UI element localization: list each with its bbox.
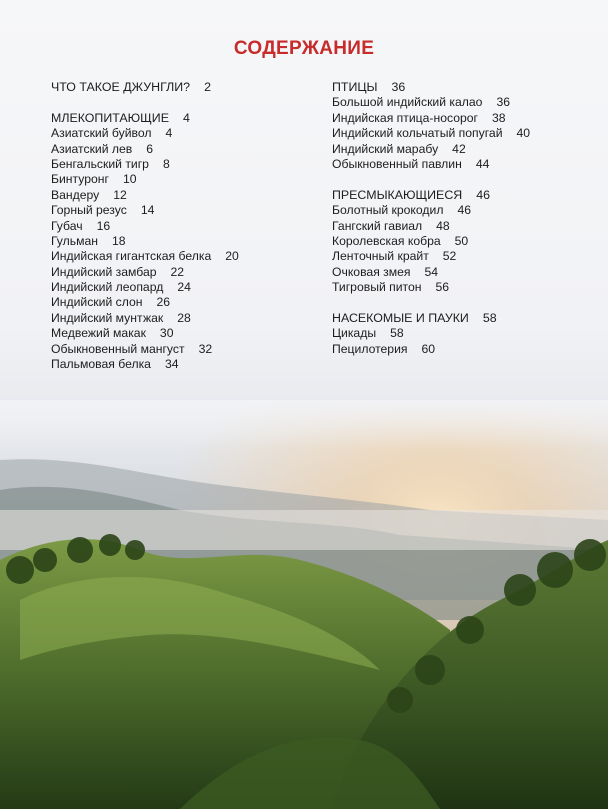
toc-entry-title: ПТИЦЫ — [332, 80, 378, 94]
toc-page-number: 54 — [424, 264, 439, 279]
toc-entry — [51, 142, 239, 157]
toc-entry-title: Индийский кольчатый попугай — [332, 126, 503, 141]
toc-entry-title: Индийский замбар — [51, 264, 157, 279]
toc-page-number: 46 — [457, 203, 471, 218]
toc-page-number: 38 — [492, 110, 506, 125]
toc-entry — [51, 295, 239, 310]
toc-page-number: 4 — [165, 126, 173, 141]
toc-entry-title: Ленточный крайт — [332, 249, 429, 264]
toc-entry-title: Индийский слон — [51, 295, 143, 310]
toc-page-number: 8 — [162, 156, 170, 171]
toc-page-number: 14 — [140, 203, 155, 218]
toc-page-number: 32 — [198, 341, 213, 356]
toc-entry-title: Обыкновенный павлин — [332, 156, 462, 171]
toc-page-number: 36 — [496, 95, 511, 110]
toc-page-number: 12 — [113, 187, 127, 202]
toc-entry — [332, 126, 530, 141]
toc-entry — [332, 342, 530, 357]
toc-section-heading — [51, 111, 239, 126]
contents-right-column — [332, 80, 530, 357]
page-title: СОДЕРЖАНИЕ — [233, 38, 375, 59]
toc-page-number: 16 — [96, 218, 111, 233]
toc-entry-title: ПРЕСМЫКАЮЩИЕСЯ — [332, 187, 463, 202]
toc-entry — [51, 326, 239, 341]
toc-entry — [332, 249, 530, 264]
toc-page-number: 10 — [122, 172, 137, 187]
toc-entry-title: Тигровый питон — [332, 280, 422, 295]
toc-page-number: 50 — [454, 233, 469, 248]
jungle-landscape-illustration — [0, 400, 608, 809]
toc-entry-title: Гульман — [51, 233, 98, 248]
spacer — [332, 295, 530, 310]
toc-entry — [332, 95, 530, 110]
toc-entry-title: Индийский леопард — [51, 280, 164, 295]
toc-page-number: 46 — [476, 187, 491, 202]
toc-entry-title: Пецилотерия — [332, 341, 408, 356]
toc-entry — [51, 188, 239, 203]
toc-page-number: 20 — [225, 249, 239, 264]
toc-entry-title: Гангский гавиал — [332, 218, 423, 233]
toc-entry-title: Бенгальский тигр — [51, 156, 149, 171]
toc-entry-title: Цикады — [332, 326, 377, 341]
toc-page-number: 42 — [452, 141, 466, 156]
toc-entry — [332, 280, 530, 295]
toc-entry-title: ЧТО ТАКОЕ ДЖУНГЛИ? — [51, 80, 191, 94]
toc-section-heading — [332, 188, 530, 203]
toc-entry — [332, 265, 530, 280]
toc-page-number: 4 — [182, 110, 190, 125]
toc-entry — [332, 142, 530, 157]
toc-entry — [51, 280, 239, 295]
toc-entry — [332, 219, 530, 234]
toc-page-number: 52 — [442, 249, 457, 264]
toc-entry-title: Королевская кобра — [332, 233, 441, 248]
toc-page-number: 56 — [435, 280, 450, 295]
toc-entry — [332, 157, 530, 172]
toc-entry — [332, 234, 530, 249]
toc-entry-title: НАСЕКОМЫЕ И ПАУКИ — [332, 310, 469, 325]
toc-page-number: 24 — [177, 280, 191, 295]
toc-page-number: 36 — [391, 80, 406, 94]
toc-entry-title: Индийская гигантская белка — [51, 249, 212, 264]
toc-entry-title: Болотный крокодил — [332, 203, 444, 218]
toc-entry-title: Большой индийский калао — [332, 95, 483, 110]
toc-entry — [51, 249, 239, 264]
toc-page-number: 2 — [204, 80, 211, 94]
toc-entry — [51, 219, 239, 234]
toc-entry — [332, 326, 530, 341]
toc-page-number: 22 — [170, 264, 185, 279]
toc-section-heading — [332, 311, 530, 326]
toc-entry-title: Азиатский буйвол — [51, 126, 152, 141]
toc-entry-title: Медвежий макак — [51, 326, 146, 341]
toc-entry-title: Пальмовая белка — [51, 357, 151, 372]
toc-section-heading — [51, 80, 239, 95]
toc-page-number: 40 — [516, 126, 531, 141]
toc-page-number: 26 — [156, 295, 171, 310]
toc-page-number: 44 — [475, 156, 490, 171]
toc-entry — [51, 126, 239, 141]
toc-section-heading — [332, 80, 530, 95]
toc-entry-title: Индийский марабу — [332, 141, 439, 156]
toc-page-number: 60 — [421, 341, 436, 356]
toc-page-number: 18 — [111, 233, 126, 248]
toc-entry — [51, 311, 239, 326]
toc-entry — [51, 357, 239, 372]
spacer — [332, 172, 530, 187]
toc-entry — [51, 265, 239, 280]
toc-entry-title: Индийская птица-носорог — [332, 110, 479, 125]
toc-page-number: 58 — [390, 326, 404, 341]
toc-page-number: 6 — [146, 141, 154, 156]
toc-entry-title: Обыкновенный мангуст — [51, 341, 185, 356]
toc-page-number: 48 — [436, 218, 450, 233]
spacer — [51, 95, 239, 110]
toc-page-number: 58 — [482, 310, 497, 325]
toc-entry — [51, 172, 239, 187]
toc-entry-title: МЛЕКОПИТАЮЩИЕ — [51, 110, 169, 125]
toc-entry — [51, 342, 239, 357]
toc-entry-title: Индийский мунтжак — [51, 310, 164, 325]
toc-entry — [332, 203, 530, 218]
contents-left-column — [51, 80, 239, 372]
toc-entry-title: Бинтуронг — [51, 172, 109, 187]
toc-page-number: 34 — [164, 357, 179, 372]
toc-entry — [51, 234, 239, 249]
toc-entry-title: Очковая змея — [332, 264, 411, 279]
toc-entry — [332, 111, 530, 126]
toc-page-number: 28 — [177, 310, 191, 325]
toc-entry — [51, 157, 239, 172]
toc-entry — [51, 203, 239, 218]
toc-entry-title: Вандеру — [51, 187, 100, 202]
toc-entry-title: Азиатский лев — [51, 141, 133, 156]
toc-entry-title: Губач — [51, 218, 83, 233]
toc-entry-title: Горный резус — [51, 203, 127, 218]
toc-page-number: 30 — [159, 326, 174, 341]
